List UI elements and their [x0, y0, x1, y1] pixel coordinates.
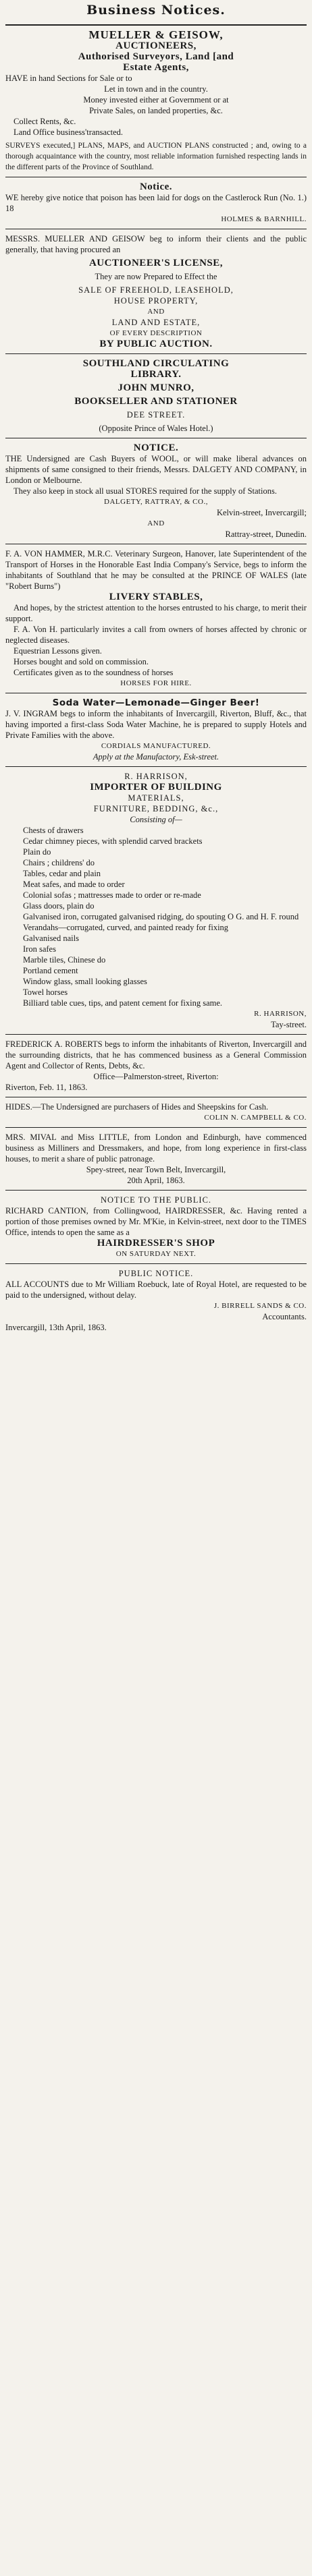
ad-heading: SOUTHLAND CIRCULATING	[82, 358, 230, 369]
ad-text: CORDIALS MANUFACTURED.	[101, 742, 211, 750]
ad-subheading: MATERIALS,	[128, 793, 184, 803]
list-item: Marble tiles, Chinese do	[23, 955, 106, 965]
ad-subheading: BOOKSELLER AND STATIONER	[74, 396, 238, 407]
ad-notice-poison	[5, 181, 307, 225]
ad-text: And hopes, by the strictest attention to the horses entrusted to his charge, to merit their support.	[5, 603, 307, 623]
ad-text: HORSES FOR HIRE.	[120, 679, 192, 687]
ad-text: SURVEYS executed,] PLANS, MAPS, and AUCTION PLANS constructed ; and, owing to a thorough acquaintance with the country, most reliable information furnished respecting lands in the different parts of the Province of Southland.	[5, 142, 307, 171]
divider	[5, 1127, 307, 1128]
ad-text: They also keep in stock all usual STORES required for the supply of Stations.	[14, 486, 277, 496]
ad-roberts	[5, 1039, 307, 1093]
list-item: Portland cement	[23, 966, 78, 975]
list-item: Window glass, small looking glasses	[23, 977, 147, 986]
ad-subheading: AUCTIONEER'S LICENSE,	[88, 258, 224, 268]
ad-text: Tay-street.	[271, 1020, 307, 1029]
list-item: Glass doors, plain do	[23, 901, 95, 911]
ad-text: J. V. INGRAM begs to inform the inhabitants of Invercargill, Riverton, Bluff, &c., that having imported a first-class Soda Water Machine, he is prepared to supply Hotels and Private Families with the above.	[5, 709, 307, 740]
ad-heading: Soda Water—Lemonade—Ginger Beer!	[52, 697, 260, 708]
ad-subheading: HAIRDRESSER'S SHOP	[97, 1238, 215, 1249]
ad-soda-water	[5, 697, 307, 762]
divider	[5, 1263, 307, 1264]
ad-text: MRS. MIVAL and Miss LITTLE, from London and Edinburgh, have commenced business as Milliners and Dressmakers, and hope, from long experience in first-class houses, to merit a share of public patronage.	[5, 1133, 307, 1164]
ad-signature: J. BIRRELL SANDS & CO.	[213, 1302, 307, 1310]
list-item: Cedar chimney pieces, with splendid carved brackets	[23, 836, 203, 846]
list-item: Chairs ; childrens' do	[23, 858, 95, 867]
ad-hides	[5, 1101, 307, 1123]
divider	[5, 24, 307, 26]
ad-heading: IMPORTER OF BUILDING	[90, 782, 222, 793]
divider	[5, 1034, 307, 1035]
ad-heading: MUELLER & GEISOW,	[88, 28, 224, 41]
ad-text: Rattray-street, Dunedin.	[225, 529, 307, 539]
ad-text: RICHARD CANTION, from Collingwood, HAIRDRESSER, &c. Having rented a portion of those premises owned by Mr. M'Kie, in Kelvin-street, next door to the TIMES Office, intends to open the same as a	[5, 1206, 307, 1237]
ad-signature: R. HARRISON,	[254, 1010, 307, 1018]
ad-signature: HOLMES & BARNHILL.	[221, 215, 307, 223]
ad-mueller-geisow-surveyors	[5, 30, 307, 173]
ad-text: Consisting of—	[130, 815, 182, 824]
ad-mival-little	[5, 1132, 307, 1186]
ad-heading: LIBRARY.	[130, 369, 182, 380]
ad-text: (Opposite Prince of Wales Hotel.)	[99, 424, 213, 433]
list-item: Galvanised iron, corrugated galvanised ridging, do spouting O G. and H. F. round	[23, 912, 299, 921]
newspaper-column	[5, 0, 307, 1333]
ad-subheading: Estate Agents,	[123, 62, 189, 73]
ad-text: 20th April, 1863.	[127, 1176, 185, 1185]
ad-text: HIDES.—The Undersigned are purchasers of Hides and Sheepskins for Cash.	[5, 1102, 269, 1112]
ad-subheading: LIVERY STABLES,	[109, 592, 203, 602]
ad-text: Private Sales, on landed properties, &c.	[89, 106, 223, 115]
list-item: Colonial sofas ; mattresses made to order or re-made	[23, 890, 201, 900]
ad-mueller-geisow-auction	[5, 233, 307, 349]
ad-text: Riverton, Feb. 11, 1863.	[5, 1083, 88, 1092]
ad-text: MESSRS. MUELLER AND GEISOW beg to inform their clients and the public generally, that having procured an	[5, 234, 307, 254]
ad-text: ON SATURDAY NEXT.	[115, 1250, 197, 1258]
ad-text: AND	[147, 308, 165, 316]
ad-harrison	[5, 771, 307, 1030]
ad-text: Kelvin-street, Invercargill;	[216, 508, 307, 517]
ad-subheading: FURNITURE, BEDDING, &c.,	[93, 804, 219, 813]
ad-text: Let in town and in the country.	[104, 84, 208, 94]
ad-text: Money invested either at Government or at	[83, 95, 229, 105]
ad-text: HAVE in hand Sections for Sale or to	[5, 74, 132, 83]
ad-signature: DALGETY, RATTRAY, & CO.,	[104, 498, 208, 506]
ad-text: Apply at the Manufactory, Esk-street.	[93, 752, 219, 762]
ad-text: They are now Prepared to Effect the	[95, 272, 217, 281]
ad-text: FREDERICK A. ROBERTS begs to inform the inhabitants of Riverton, Invercargill and the surrounding districts, that he has commenced business as a General Commission Agent and Collector of Rents, Debts, &c.	[5, 1039, 307, 1070]
list-item: Iron safes	[23, 944, 56, 954]
ad-text: Certificates given as to the soundness of horses	[14, 668, 174, 677]
ad-dalgety-wool	[5, 442, 307, 540]
ad-subheading: BY PUBLIC AUCTION.	[99, 339, 213, 349]
ad-text: Accountants.	[262, 1312, 307, 1321]
divider	[5, 1190, 307, 1191]
ad-text: Horses bought and sold on commission.	[14, 657, 149, 666]
ad-text: Equestrian Lessons given.	[14, 646, 102, 656]
ad-text: AND	[147, 519, 165, 527]
list-item: Plain do	[23, 847, 51, 857]
ad-text: R. HARRISON,	[124, 772, 188, 781]
list-item: Towel horses	[23, 988, 68, 997]
divider	[5, 353, 307, 354]
list-item: Galvanised nails	[23, 934, 79, 943]
section-header: Business Notices.	[86, 3, 226, 18]
ad-subheading: Authorised Surveyors, Land [and	[78, 51, 234, 62]
ad-text: WE hereby give notice that poison has been laid for dogs on the Castlerock Run (No. 1.) 18	[5, 193, 307, 213]
ad-text: Land Office business'transacted.	[14, 127, 124, 137]
ad-text: Spey-street, near Town Belt, Invercargill,	[86, 1165, 226, 1174]
ad-text: SALE OF FREEHOLD, LEASEHOLD,	[78, 285, 234, 295]
ad-heading: PUBLIC NOTICE.	[118, 1269, 194, 1278]
ad-text: ALL ACCOUNTS due to Mr William Roebuck, late of Royal Hotel, are requested to be paid to the undersigned, without delay.	[5, 1280, 307, 1300]
ad-von-hammer	[5, 548, 307, 689]
ad-text: F. A. Von H. particularly invites a call from owners of horses affected by chronic or neglected diseases.	[5, 625, 307, 645]
list-item: Verandahs—corrugated, curved, and painted ready for fixing	[23, 923, 229, 932]
ad-heading: NOTICE TO THE PUBLIC.	[100, 1195, 212, 1205]
ad-heading: NOTICE.	[133, 442, 179, 453]
list-item: Tables, cedar and plain	[23, 869, 101, 878]
ad-text: F. A. VON HAMMER, M.R.C. Veterinary Surgeon, Hanover, late Superintendent of the Transport of Horses in the Honorable East India Company's Service, begs to inform the inhabitants of Southland that he may be consulted at the PRINCE OF WALES (late "Robert Burns")	[5, 549, 307, 591]
list-item: Chests of drawers	[23, 826, 84, 835]
ad-text: DEE STREET.	[126, 410, 186, 420]
list-item: Billiard table cues, tips, and patent cement for fixing same.	[23, 998, 223, 1008]
ad-cantion-hairdresser	[5, 1195, 307, 1259]
ad-library	[5, 358, 307, 434]
ad-text: THE Undersigned are Cash Buyers of WOOL, or will make liberal advances on shipments of same consigned to their friends, Messrs. DALGETY AND COMPANY, in London or Melbourne.	[5, 454, 307, 485]
divider	[5, 766, 307, 767]
ad-text: Office—Palmerston-street, Riverton:	[93, 1072, 219, 1081]
ad-subheading: JOHN MUNRO,	[118, 382, 194, 393]
ad-public-notice	[5, 1268, 307, 1333]
ad-text: Collect Rents, &c.	[14, 117, 76, 126]
ad-heading: Notice.	[139, 181, 173, 192]
ad-text: HOUSE PROPERTY,	[113, 296, 199, 306]
ad-signature: COLIN N. CAMPBELL & CO.	[204, 1114, 307, 1122]
ad-text: LAND AND ESTATE,	[111, 318, 201, 327]
list-item: Meat safes, and made to order	[23, 880, 125, 889]
ad-text: Invercargill, 13th April, 1863.	[5, 1323, 107, 1332]
ad-text: OF EVERY DESCRIPTION	[109, 329, 203, 337]
ad-subheading: AUCTIONEERS,	[115, 40, 197, 51]
